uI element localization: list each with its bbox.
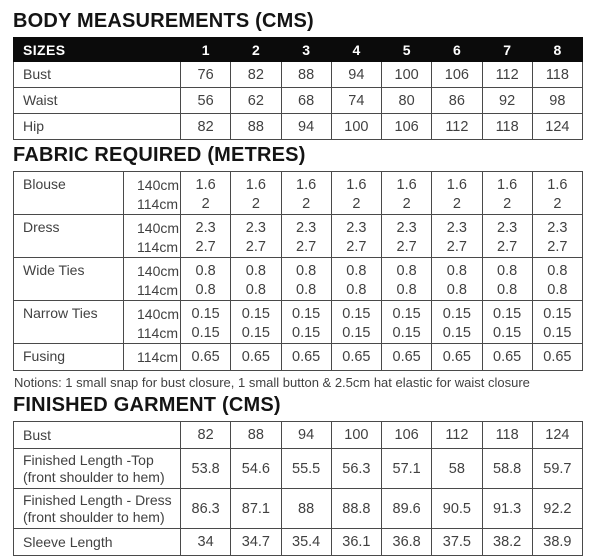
metres-value: 2.7 [195,239,216,255]
metres-cell [432,344,482,371]
metres-value: 2 [402,196,411,212]
metres-value: 0.15 [241,306,270,322]
notions-note: Notions: 1 small snap for bust closure, 1 small button & 2.5cm hat elastic for waist closure [14,375,530,390]
fabric-width-cell [124,172,181,215]
metres-cell [532,215,582,258]
measurement-cell: 88 [231,422,281,449]
measurement-cell: 112 [482,62,532,88]
measurement-cell: 92 [482,88,532,114]
metres-value: 2.3 [296,220,317,236]
metres-value: 0.65 [392,349,421,365]
metres-value: 0.8 [245,263,266,279]
size-column-header: 2 [231,38,281,62]
metres-cell [281,258,331,301]
size-column-header: 5 [382,38,432,62]
finished-garment-title: FINISHED GARMENT (CMS) [13,394,281,416]
metres-value: 0.8 [446,282,467,298]
table-row [14,344,583,371]
measurement-cell: 58 [432,449,482,489]
metres-value: 2 [352,196,361,212]
measurement-cell: 57.1 [382,449,432,489]
metres-cell [432,172,482,215]
metres-value: 0.15 [292,325,321,341]
metres-value: 0.15 [191,306,220,322]
row-label: Waist [14,88,181,114]
metres-value: 0.15 [442,306,471,322]
metres-cell [281,301,331,344]
row-label: Finished Length - Dress (front shoulder to hem) [14,489,181,529]
metres-cell [231,301,281,344]
table-row [14,172,583,215]
metres-value: 1.6 [497,177,518,193]
metres-cell [331,344,381,371]
metres-value: 0.8 [296,282,317,298]
metres-value: 0.8 [547,263,568,279]
measurement-cell: 94 [331,62,381,88]
measurement-cell: 80 [382,88,432,114]
table-row [14,301,583,344]
metres-value: 0.8 [547,282,568,298]
metres-value: 0.15 [191,325,220,341]
measurement-cell: 92.2 [532,489,582,529]
row-label: Fusing [14,344,124,371]
fabric-width-cell [124,344,181,371]
row-label: Narrow Ties [14,301,124,344]
measurement-cell: 55.5 [281,449,331,489]
table-row [14,489,583,529]
measurement-cell: 82 [181,422,231,449]
metres-value: 0.8 [346,263,367,279]
metres-cell [382,215,432,258]
measurement-cell: 82 [231,62,281,88]
metres-value: 0.8 [446,263,467,279]
measurement-cell: 106 [432,62,482,88]
measurement-cell: 118 [482,114,532,140]
size-column-header: 1 [181,38,231,62]
measurement-cell: 112 [432,422,482,449]
size-column-header: 7 [482,38,532,62]
row-label: Bust [14,62,181,88]
metres-value: 1.6 [296,177,317,193]
measurement-cell: 53.8 [181,449,231,489]
measurement-cell: 100 [382,62,432,88]
metres-value: 2 [503,196,512,212]
metres-cell [482,215,532,258]
metres-cell [482,172,532,215]
metres-cell [231,258,281,301]
metres-value: 2.3 [497,220,518,236]
metres-cell [382,172,432,215]
measurement-cell: 38.9 [532,529,582,556]
fabric-width-value: 114cm [137,239,178,255]
metres-cell [181,344,231,371]
table-row [14,215,583,258]
metres-value: 0.15 [392,325,421,341]
size-column-header: 3 [281,38,331,62]
sizes-header-label: SIZES [14,38,181,62]
metres-value: 2.7 [245,239,266,255]
metres-cell [231,215,281,258]
row-label: Dress [14,215,124,258]
metres-cell [532,301,582,344]
fabric-width-cell [124,215,181,258]
measurement-cell: 118 [532,62,582,88]
metres-cell [382,258,432,301]
metres-value: 0.15 [392,306,421,322]
metres-value: 0.65 [191,349,220,365]
metres-cell [482,258,532,301]
measurement-cell: 68 [281,88,331,114]
metres-value: 2.3 [446,220,467,236]
metres-cell [331,172,381,215]
metres-value: 1.6 [245,177,266,193]
measurement-cell: 36.8 [382,529,432,556]
metres-value: 2.3 [346,220,367,236]
metres-value: 0.65 [292,349,321,365]
table-row [14,114,583,140]
metres-value: 0.8 [245,282,266,298]
metres-value: 0.65 [543,349,572,365]
metres-value: 0.65 [241,349,270,365]
body-measurements-title: BODY MEASUREMENTS (CMS) [13,10,314,32]
metres-value: 2.7 [446,239,467,255]
fabric-width-value: 114cm [137,349,178,365]
measurement-cell: 100 [331,114,381,140]
metres-value: 0.8 [396,263,417,279]
metres-cell [281,215,331,258]
metres-value: 1.6 [446,177,467,193]
measurement-cell: 90.5 [432,489,482,529]
metres-value: 2.3 [195,220,216,236]
fabric-width-value: 140cm [137,263,180,279]
metres-value: 2 [251,196,260,212]
fabric-width-cell [124,258,181,301]
measurement-cell: 34 [181,529,231,556]
measurement-cell: 100 [331,422,381,449]
fabric-width-value: 140cm [137,177,180,193]
measurement-cell: 88 [281,62,331,88]
measurement-cell: 74 [331,88,381,114]
row-label: Sleeve Length [14,529,181,556]
metres-value: 0.15 [493,306,522,322]
metres-value: 1.6 [547,177,568,193]
metres-value: 0.15 [493,325,522,341]
sizes-header-row [14,38,583,62]
metres-cell [181,215,231,258]
measurement-cell: 86 [432,88,482,114]
fabric-width-value: 114cm [137,282,178,298]
metres-cell [331,215,381,258]
metres-value: 2.7 [396,239,417,255]
metres-cell [432,215,482,258]
measurement-cell: 54.6 [231,449,281,489]
metres-value: 0.15 [241,325,270,341]
measurement-cell: 89.6 [382,489,432,529]
metres-cell [532,258,582,301]
fabric-width-value: 140cm [137,306,180,322]
measurement-cell: 34.7 [231,529,281,556]
table-row [14,88,583,114]
measurement-cell: 87.1 [231,489,281,529]
metres-cell [532,344,582,371]
metres-value: 0.65 [493,349,522,365]
metres-value: 0.15 [543,306,572,322]
metres-value: 1.6 [195,177,216,193]
metres-value: 0.8 [195,282,216,298]
metres-cell [432,258,482,301]
metres-value: 0.8 [396,282,417,298]
fabric-required-title: FABRIC REQUIRED (METRES) [13,144,306,166]
metres-value: 2.3 [547,220,568,236]
metres-value: 0.15 [292,306,321,322]
row-label: Bust [14,422,181,449]
measurement-cell: 118 [482,422,532,449]
row-label: Wide Ties [14,258,124,301]
measurement-cell: 38.2 [482,529,532,556]
table-row [14,422,583,449]
fabric-required-table [13,171,583,371]
measurement-cell: 94 [281,114,331,140]
measurement-cell: 88 [281,489,331,529]
measurement-cell: 98 [532,88,582,114]
metres-value: 1.6 [346,177,367,193]
table-row [14,529,583,556]
metres-value: 2.7 [296,239,317,255]
measurement-cell: 35.4 [281,529,331,556]
table-row [14,449,583,489]
measurement-cell: 88.8 [331,489,381,529]
metres-value: 0.8 [497,282,518,298]
metres-value: 0.65 [342,349,371,365]
size-column-header: 4 [331,38,381,62]
table-row [14,62,583,88]
metres-value: 2.7 [497,239,518,255]
table-row [14,258,583,301]
measurement-cell: 58.8 [482,449,532,489]
measurement-cell: 94 [281,422,331,449]
metres-cell [181,172,231,215]
metres-cell [181,258,231,301]
measurement-cell: 82 [181,114,231,140]
metres-value: 2.3 [245,220,266,236]
metres-value: 0.8 [296,263,317,279]
fabric-width-value: 114cm [137,196,178,212]
metres-value: 2.7 [547,239,568,255]
metres-cell [432,301,482,344]
metres-value: 0.8 [346,282,367,298]
measurement-cell: 124 [532,422,582,449]
metres-value: 0.8 [195,263,216,279]
metres-value: 0.15 [442,325,471,341]
metres-value: 0.8 [497,263,518,279]
metres-cell [181,301,231,344]
fabric-width-cell [124,301,181,344]
metres-value: 0.15 [342,325,371,341]
metres-value: 2.7 [346,239,367,255]
measurement-cell: 86.3 [181,489,231,529]
measurement-cell: 106 [382,114,432,140]
measurement-cell: 62 [231,88,281,114]
measurement-cell: 59.7 [532,449,582,489]
measurement-cell: 37.5 [432,529,482,556]
metres-cell [382,301,432,344]
measurement-cell: 91.3 [482,489,532,529]
metres-cell [382,344,432,371]
metres-cell [231,172,281,215]
metres-value: 2 [302,196,311,212]
measurement-cell: 88 [231,114,281,140]
fabric-width-value: 140cm [137,220,180,236]
metres-cell [331,301,381,344]
row-label: Finished Length -Top (front shoulder to hem) [14,449,181,489]
size-column-header: 8 [532,38,582,62]
fabric-width-value: 114cm [137,325,178,341]
metres-cell [281,172,331,215]
size-column-header: 6 [432,38,482,62]
metres-value: 2 [201,196,210,212]
finished-garment-table [13,421,583,556]
body-measurements-table [13,37,583,140]
metres-cell [231,344,281,371]
metres-value: 2.3 [396,220,417,236]
measurement-cell: 56.3 [331,449,381,489]
metres-cell [532,172,582,215]
metres-cell [482,301,532,344]
row-label: Blouse [14,172,124,215]
measurement-cell: 36.1 [331,529,381,556]
metres-value: 0.65 [442,349,471,365]
measurement-cell: 106 [382,422,432,449]
metres-cell [482,344,532,371]
measurement-cell: 76 [181,62,231,88]
metres-value: 0.15 [342,306,371,322]
metres-value: 2 [452,196,461,212]
measurement-cell: 56 [181,88,231,114]
measurement-cell: 124 [532,114,582,140]
row-label: Hip [14,114,181,140]
metres-value: 1.6 [396,177,417,193]
metres-value: 0.15 [543,325,572,341]
metres-cell [281,344,331,371]
metres-cell [331,258,381,301]
metres-value: 2 [553,196,562,212]
measurement-cell: 112 [432,114,482,140]
